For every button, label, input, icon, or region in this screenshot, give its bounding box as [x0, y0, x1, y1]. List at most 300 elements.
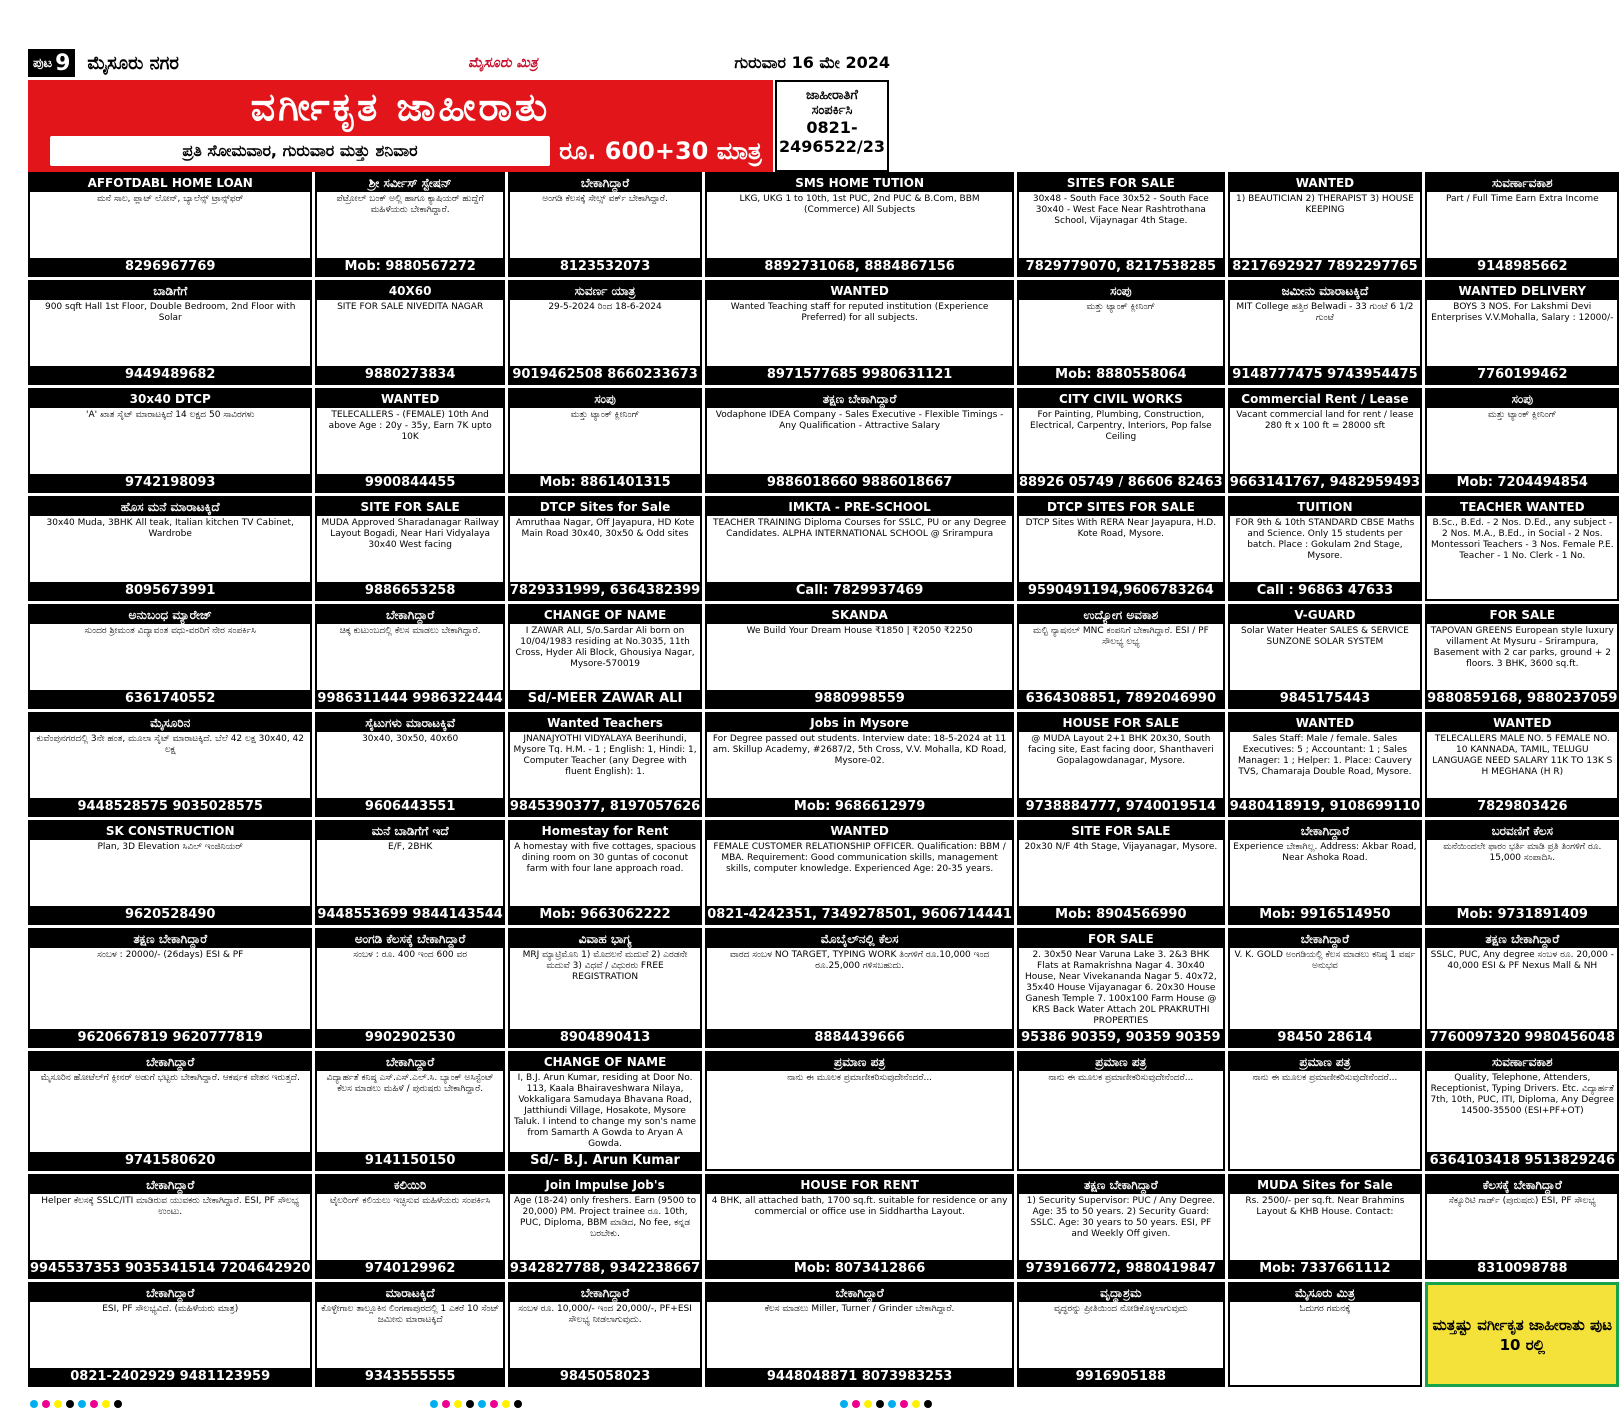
ad-body: ವೃದ್ಧರನ್ನು ಪ್ರೀತಿಯಿಂದ ನೋಡಿಕೊಳ್ಳಲಾಗುವುದು	[1054, 1304, 1188, 1314]
ad-body: 900 sqft Hall 1st Floor, Double Bedroom, 2nd Floor with Solar	[44, 302, 296, 323]
ad-body: ವಾರದ ಸಂಬಳ NO TARGET, TYPING WORK ತಿಂಗಳಿಗೆ ರೂ.10,000 ಇಂದ ರೂ.25,000 ಗಳಿಸಬಹುದು.	[729, 950, 990, 971]
ad-phone: 8892731068, 8884867156	[707, 258, 1012, 275]
ad-heading: ಬೇಕಾಗಿದ್ದಾರೆ	[30, 1284, 310, 1302]
registration-dot	[900, 1400, 908, 1408]
ad-phone: Mob: 8880558064	[1019, 366, 1223, 383]
classified-ad	[508, 280, 702, 385]
print-registration-dots-2	[430, 1400, 522, 1410]
ad-body: Rs. 2500/- per sq.ft. Near Brahmins Layout & KHB House. Contact:	[1245, 1196, 1405, 1217]
ad-heading: TEACHER WANTED	[1427, 498, 1617, 516]
classified-ad	[28, 388, 312, 493]
ad-phone: 9019462508 8660233673	[510, 366, 700, 383]
ad-heading: SKANDA	[707, 606, 1012, 624]
ad-phone: Mob: 9731891409	[1427, 906, 1617, 923]
ad-phone: 9880859168, 9880237059	[1427, 691, 1618, 706]
classified-ad	[705, 820, 1014, 925]
print-registration-dots-3	[840, 1400, 932, 1410]
registration-dot	[490, 1400, 498, 1408]
city-name: ಮೈಸೂರು ನಗರ	[87, 52, 179, 74]
ad-body: B.Sc., B.Ed. - 2 Nos. D.Ed., any subject - 2 Nos. M.A., B.Ed., in Social - 2 Nos. Montessori Teachers - 3 Nos. Female P.E. Teacher - 1 No. Clerk - 1 No.	[1430, 518, 1614, 561]
ad-body: MIT College ಹತ್ತಿರ Belwadi - 33 ಗುಂಟೆ 6 1/2 ಗುಂಟೆ	[1236, 302, 1414, 323]
ad-heading: ಪ್ರಮಾಣ ಪತ್ರ	[707, 1053, 1012, 1071]
ad-heading: AFFOTDABL HOME LOAN	[30, 174, 310, 192]
print-registration-dots-1	[30, 1400, 122, 1410]
classified-ad	[508, 928, 702, 1048]
ad-phone: 9620667819 9620777819	[30, 1029, 310, 1046]
classified-ad	[1017, 388, 1225, 493]
ad-heading: HOUSE FOR SALE	[1019, 714, 1223, 732]
ad-body: 2. 30x50 Near Varuna Lake 3. 2&3 BHK Flats at Ramakrishna Nagar 4. 30x40 House, Near Vivekananda Nagar 5. 40x72, 35x40 House Vijayanagar 6. 20x30 House Ganesh Temple 7. 100x100 Farm House @ KRS Back Water Attach 20L PRAKRUTHI PROPERTIES	[1024, 950, 1217, 1026]
ad-heading: WANTED	[1427, 714, 1617, 732]
ad-body: Helper ಕೆಲಸಕ್ಕೆ SSLC/ITI ಮಾಡಿರುವ ಯುವಕರು ಬೇಕಾಗಿದ್ದಾರೆ. ESI, PF ಸೌಲಭ್ಯ ಉಂಟು.	[41, 1196, 300, 1217]
ad-heading: MUDA Sites for Sale	[1230, 1176, 1420, 1194]
classified-ad	[508, 820, 702, 925]
ad-phone: 8971577685 9980631121	[707, 366, 1012, 383]
ad-heading: 30x40 DTCP	[30, 390, 310, 408]
ad-body: 29-5-2024 ರಿಂದ 18-6-2024	[548, 302, 662, 312]
ad-body: TELECALLERS MALE NO. 5 FEMALE NO. 10 KANNADA, TAMIL, TELUGU LANGUAGE NEED SALARY 11K TO 13K S H MEGHANA (H R)	[1432, 734, 1613, 777]
ad-heading: ವಿವಾಹ ಭಾಗ್ಯ	[510, 930, 700, 948]
ad-heading: ಬೇಕಾಗಿದ್ದಾರೆ	[707, 1284, 1012, 1302]
ad-body: 1) BEAUTICIAN 2) THERAPIST 3) HOUSE KEEPING	[1236, 194, 1414, 215]
registration-dot	[66, 1400, 74, 1408]
registration-dot	[54, 1400, 62, 1408]
classified-ad	[1017, 820, 1225, 925]
ad-body: ESI, PF ಸೌಲಭ್ಯವಿದೆ. (ಮಹಿಳೆಯರು ಮಾತ್ರ)	[102, 1304, 239, 1314]
classified-ad	[28, 820, 312, 925]
classified-ad	[705, 604, 1014, 709]
ad-body: 20x30 N/F 4th Stage, Vijayanagar, Mysore.	[1024, 842, 1218, 852]
classified-ad	[315, 172, 504, 277]
ad-heading: ಪ್ರಮಾಣ ಪತ್ರ	[1230, 1053, 1420, 1071]
issue-date: ಗುರುವಾರ 16 ಮೇ 2024	[734, 53, 890, 72]
classified-ad	[1425, 496, 1619, 601]
ad-body: ಮತ್ತು ಟ್ಯಾಂಕ್ ಕ್ಲೀನಿಂಗ್	[1487, 410, 1557, 420]
ad-heading: TUITION	[1230, 498, 1420, 516]
ad-body: TAPOVAN GREENS European style luxury villament At Mysuru - Srirampura, Basement with 2 car parks, ground + 2 floors. 3 BHK, 3600 sq.ft.	[1430, 626, 1614, 669]
ad-heading: ಬೇಕಾಗಿದ್ದಾರೆ	[1230, 930, 1420, 948]
ad-phone: 9741580620	[30, 1152, 310, 1169]
banner-title: ವರ್ಗೀಕೃತ ಜಾಹೀರಾತು	[250, 85, 551, 129]
ad-body: @ MUDA Layout 2+1 BHK 20x30, South facing site, East facing door, Shanthaveri Gopalagowdanagar, Mysore.	[1028, 734, 1214, 766]
ad-body: FOR 9th & 10th STANDARD CBSE Maths and Science. Only 15 students per batch. Place : Gokulam 2nd Stage, Mysore.	[1235, 518, 1415, 561]
ad-phone: 6364103418 9513829246	[1427, 1152, 1617, 1169]
classified-ad	[705, 280, 1014, 385]
classified-ad	[705, 1051, 1014, 1171]
ad-phone: 7760097320 9980456048	[1427, 1029, 1617, 1046]
registration-dot	[30, 1400, 38, 1408]
ad-body: For Degree passed out students. Interview date: 18-5-2024 at 11 am. Skillup Academy, #2687/2, 5th Cross, V.V. Mohalla, KD Road, Mysore-02.	[712, 734, 1007, 766]
ad-body: ಕೊಳ್ಳೇಗಾಲ ತಾಲ್ಲೂಕಿನ ಲಿಂಗಣಾಪುರದಲ್ಲಿ 1 ಎಕರೆ 10 ಸೆಂಟ್ ಜಮೀನು ಮಾರಾಟಕ್ಕಿದೆ	[321, 1304, 500, 1325]
ad-heading: ಸಂಪು	[1427, 390, 1617, 408]
ad-phone: Mob: 8861401315	[510, 474, 700, 491]
classified-ad	[508, 388, 702, 493]
classified-ad	[508, 1174, 702, 1279]
ad-heading: ಬೇಕಾಗಿದ್ದಾರೆ	[317, 606, 502, 624]
classified-ad	[1017, 1051, 1225, 1171]
ad-phone: 0821-4242351, 7349278501, 9606714441	[707, 907, 1012, 922]
ad-heading: 40X60	[317, 282, 502, 300]
ad-heading: ಬೇಕಾಗಿದ್ದಾರೆ	[317, 1053, 502, 1071]
classified-ad	[1228, 1282, 1422, 1387]
ad-heading: ವೃದ್ಧಾಶ್ರಮ	[1019, 1284, 1223, 1302]
ad-body: ಟೈಲರಿಂಗ್ ಕಲಿಯಲು ಇಚ್ಛಿಸುವ ಮಹಿಳೆಯರು ಸಂಪರ್ಕಿಸಿ	[330, 1196, 491, 1206]
ad-body: DTCP Sites With RERA Near Jayapura, H.D. Kote Road, Mysore.	[1025, 518, 1217, 539]
classified-ad	[1228, 496, 1422, 601]
ad-phone: 9880273834	[317, 366, 502, 383]
classified-ad	[1228, 820, 1422, 925]
ad-heading: ಸುವರ್ಣಾವಕಾಶ	[1427, 174, 1617, 192]
ad-heading: ಸಂಪು	[510, 390, 700, 408]
classified-ad	[1425, 172, 1619, 277]
ad-heading: ಮೊಬೈಲ್‌ನಲ್ಲಿ ಕೆಲಸ	[707, 930, 1012, 948]
ad-phone: 9148985662	[1427, 258, 1617, 275]
classified-ad	[1425, 1282, 1619, 1387]
classified-ad	[28, 280, 312, 385]
ad-phone: 8296967769	[30, 258, 310, 275]
contact-line-1: ಜಾಹೀರಾತಿಗೆ	[806, 88, 858, 103]
classified-ad	[1228, 712, 1422, 817]
ad-heading: CHANGE OF NAME	[510, 606, 700, 624]
ad-heading: CITY CIVIL WORKS	[1019, 390, 1223, 408]
classified-ad	[1228, 388, 1422, 493]
ad-heading: SITE FOR SALE	[1019, 822, 1223, 840]
classified-ad	[705, 1282, 1014, 1387]
page-header	[28, 48, 890, 78]
registration-dot	[876, 1400, 884, 1408]
ad-heading: WANTED	[317, 390, 502, 408]
ad-phone: Mob: 9916514950	[1230, 906, 1420, 923]
classified-ad	[1228, 1174, 1422, 1279]
classified-ad	[1228, 928, 1422, 1048]
ad-heading: DTCP Sites for Sale	[510, 498, 700, 516]
ad-heading: ಮೈಸೂರಿನ	[30, 714, 310, 732]
ad-body: FEMALE CUSTOMER RELATIONSHIP OFFICER. Qualification: BBM / MBA. Requirement: Good communication skills, management skills, computer knowledge. Experienced Age: 20-35 years.	[713, 842, 1006, 874]
classified-ad	[508, 1282, 702, 1387]
ad-body: TELECALLERS - (FEMALE) 10th And above Age : 20y - 35y, Earn 7K upto 10K	[328, 410, 492, 442]
classified-ad	[705, 388, 1014, 493]
classified-ad	[315, 712, 504, 817]
ad-heading: ಸುವರ್ಣಾವಕಾಶ	[1427, 1053, 1617, 1071]
classified-ad	[1017, 604, 1225, 709]
newspaper-logo: ಮೈಸೂರು ಮಿತ್ರ	[468, 55, 538, 71]
ad-heading: ಕಲಿಯಿರಿ	[317, 1176, 502, 1194]
classified-ad	[1425, 280, 1619, 385]
ad-heading: ಕೆಲಸಕ್ಕೆ ಬೇಕಾಗಿದ್ದಾರೆ	[1427, 1176, 1617, 1194]
ad-heading: ಬೇಕಾಗಿದ್ದಾರೆ	[1230, 822, 1420, 840]
ad-phone: 9886653258	[317, 582, 502, 599]
contact-line-4: 2496522/23	[778, 137, 886, 156]
ad-contact-box	[775, 80, 889, 172]
classifieds-banner	[28, 80, 773, 172]
ad-phone: Sd/-MEER ZAWAR ALI	[510, 690, 700, 707]
ad-body: 30x40, 30x50, 40x60	[362, 734, 459, 744]
classified-ad	[508, 604, 702, 709]
ad-phone: 9738884777, 9740019514	[1019, 798, 1223, 815]
ad-body: Solar Water Heater SALES & SERVICE SUNZONE SOLAR SYSTEM	[1241, 626, 1409, 647]
ad-body: Vodaphone IDEA Company - Sales Executive - Flexible Timings - Any Qualification - Attractive Salary	[715, 410, 1004, 431]
ad-heading: ಮಾರಾಟಕ್ಕಿದೆ	[317, 1284, 502, 1302]
ad-body: I, B.J. Arun Kumar, residing at Door No. 113, Kaala Bhairaveshwara Nilaya, Vokkaligara Samudaya Bhavana Road, Jatthiundi Village, Hosakote, Mysore Taluk. I intend to change my son's name from Samarth A Gowda to Aryan A Gowda.	[514, 1073, 697, 1149]
classified-ad	[1228, 1051, 1422, 1171]
contact-line-3: 0821-	[806, 118, 858, 137]
ad-body: LKG, UKG 1 to 10th, 1st PUC, 2nd PUC & B.Com, BBM (Commerce) All Subjects	[739, 194, 980, 215]
ad-body: ಮನೆ ಸಾಲ, ಪ್ಲಾಟ್ ಲೋನ್, ಬ್ಯಾಲೆನ್ಸ್ ಟ್ರಾನ್ಸ್‌ಫರ್	[97, 194, 244, 204]
ad-heading: WANTED	[707, 822, 1012, 840]
classified-ad	[1017, 172, 1225, 277]
classified-ad	[705, 928, 1014, 1048]
ad-heading: ಉದ್ಯೋಗ ಅವಕಾಶ	[1019, 606, 1223, 624]
classified-ad	[28, 712, 312, 817]
classified-ad	[1425, 604, 1619, 709]
classified-ad	[315, 1174, 504, 1279]
registration-dot	[912, 1400, 920, 1408]
ad-phone: Sd/- B.J. Arun Kumar	[510, 1152, 700, 1169]
ad-phone: 9845390377, 8197057626	[509, 799, 701, 814]
ad-body: ಸಂಬಳ : ರೂ. 400 ಇಂದ 600 ವರ	[353, 950, 468, 960]
ad-phone: 8884439666	[707, 1029, 1012, 1046]
ad-body: 1) Security Supervisor: PUC / Any Degree. Age: 35 to 50 years. 2) Security Guard: SSLC. Age: 30 years to 50 years. ESI, PF and Weekly Off given.	[1026, 1196, 1216, 1239]
registration-dot	[840, 1400, 848, 1408]
classified-ad	[315, 928, 504, 1048]
ad-body: ಸುಂದರ ಶ್ರೀಮಂತ ವಿದ್ಯಾವಂತ ವಧು-ವರರಿಗೆ ನೇರ ಸಂಪರ್ಕಿಸಿ	[84, 626, 256, 636]
ad-heading: SITES FOR SALE	[1019, 174, 1223, 192]
ad-heading: DTCP SITES FOR SALE	[1019, 498, 1223, 516]
ad-phone: 9342827788, 9342238667	[509, 1261, 701, 1276]
ad-body: ಮತ್ತಷ್ಟು ವರ್ಗೀಕೃತ ಜಾಹೀರಾತು ಪುಟ 10 ರಲ್ಲಿ	[1428, 1285, 1616, 1384]
ad-heading: ಶ್ರೀ ಸರ್ವೀಸ್ ಸ್ಟೇಷನ್	[317, 174, 502, 192]
ad-heading: ಮನೆ ಬಾಡಿಗೆಗೆ ಇದೆ	[317, 822, 502, 840]
registration-dot	[466, 1400, 474, 1408]
ad-heading: ಜಮೀನು ಮಾರಾಟಕ್ಕಿದೆ	[1230, 282, 1420, 300]
ad-heading: ಬರವಣಿಗೆ ಕೆಲಸ	[1427, 822, 1617, 840]
ad-phone: 9845175443	[1230, 690, 1420, 707]
contact-line-2: ಸಂಪರ್ಕಿಸಿ	[811, 103, 853, 118]
ad-phone: 8904890413	[510, 1029, 700, 1046]
ad-body: Age (18-24) only freshers. Earn (9500 to 20,000) PM. Project trainee ರೂ. 10th, PUC, Diploma, BBM ಮಾಡಿದ, No fee, ಕನ್ನಡ ಬರಬೇಕು.	[514, 1196, 697, 1239]
ad-body: Amruthaa Nagar, Off Jayapura, HD Kote Main Road 30x40, 30x50 & Odd sites	[515, 518, 695, 539]
ad-body: ಮೈಸೂರಿನ ಹೋಟೆಲ್‌ಗೆ ಕ್ಲೀನರ್ ಅಡುಗೆ ಭಟ್ಟರು ಬೇಕಾಗಿದ್ದಾರೆ. ಆಕರ್ಷಕ ವೇತನ ಇರುತ್ತದೆ.	[40, 1073, 300, 1083]
classified-ad	[1228, 280, 1422, 385]
ad-heading: WANTED	[1230, 174, 1420, 192]
ad-heading: ತಕ್ಷಣ ಬೇಕಾಗಿದ್ದಾರೆ	[1427, 930, 1617, 948]
ad-body: ಕೆಲಸ ಮಾಡಲು Miller, Turner / Grinder ಬೇಕಾಗಿದ್ದಾರೆ.	[764, 1304, 955, 1314]
ad-heading: ಅನುಬಂಧ ಮ್ಯಾರೇಜ್	[30, 606, 310, 624]
ad-heading: HOUSE FOR RENT	[707, 1176, 1012, 1194]
classified-ad	[1017, 496, 1225, 601]
ad-heading: Wanted Teachers	[510, 714, 700, 732]
ad-body: Part / Full Time Earn Extra Income	[1445, 194, 1599, 204]
classified-ad	[508, 496, 702, 601]
ad-phone: Mob: 9880567272	[317, 258, 502, 275]
ad-phone: 9986311444 9986322444	[317, 691, 503, 706]
classified-ad	[315, 280, 504, 385]
ad-body: ಸೆಕ್ಯೂರಿಟಿ ಗಾರ್ಡ್ (ಪುರುಷರು) ESI, PF ಸೌಲಭ್ಯ	[1448, 1196, 1596, 1206]
ad-heading: ಸೈಟುಗಳು ಮಾರಾಟಕ್ಕಿವೆ	[317, 714, 502, 732]
registration-dot	[102, 1400, 110, 1408]
ad-heading: WANTED DELIVERY	[1427, 282, 1617, 300]
ad-heading: Join Impulse Job's	[510, 1176, 700, 1194]
ad-heading: ಬಾಡಿಗೆಗೆ	[30, 282, 310, 300]
ad-phone: 8310098788	[1427, 1260, 1617, 1277]
ad-heading: ತಕ್ಷಣ ಬೇಕಾಗಿದ್ದಾರೆ	[707, 390, 1012, 408]
ad-body: ಸಂಬಳ ರೂ. 10,000/- ಇಂದ 20,000/-, PF+ESI ಸೌಲಭ್ಯ ನೀಡಲಾಗುವುದು.	[518, 1304, 692, 1325]
ad-phone: 9449489682	[30, 366, 310, 383]
registration-dot	[114, 1400, 122, 1408]
page-number-badge	[28, 49, 75, 77]
ad-heading: SMS HOME TUTION	[707, 174, 1012, 192]
ad-body: ನಾನು ಈ ಮೂಲಕ ಪ್ರಮಾಣೀಕರಿಸುವುದೇನೆಂದರೆ...	[787, 1073, 933, 1083]
ad-heading: ಸಂಪು	[1019, 282, 1223, 300]
classified-ad	[1425, 928, 1619, 1048]
classified-ad	[315, 820, 504, 925]
ad-body: ಮತ್ತು ಟ್ಯಾಂಕ್ ಕ್ಲೀನಿಂಗ್	[1086, 302, 1156, 312]
ad-heading: Homestay for Rent	[510, 822, 700, 840]
ad-phone: Mob: 7204494854	[1427, 474, 1617, 491]
ad-phone: 8095673991	[30, 582, 310, 599]
registration-dot	[430, 1400, 438, 1408]
ad-phone: 7760199462	[1427, 366, 1617, 383]
registration-dot	[90, 1400, 98, 1408]
registration-dot	[442, 1400, 450, 1408]
classified-ad	[1228, 604, 1422, 709]
ad-phone: 9880998559	[707, 690, 1012, 707]
page-label: ಪುಟ	[33, 55, 53, 71]
ad-phone: Mob: 7337661112	[1230, 1260, 1420, 1277]
ad-body: MRJ ಮ್ಯಾಟ್ರಿಮೊನಿ 1) ಮೊದಲನೆ ಮದುವೆ 2) ಎರಡನೇ ಮದುವೆ 3) ವಿಧವೆ / ವಿಧುರರು FREE REGISTRATION	[522, 950, 688, 982]
ad-phone: 9448553699 9844143544	[317, 907, 503, 922]
classified-ad	[28, 1282, 312, 1387]
ad-heading: ಅಂಗಡಿ ಕೆಲಸಕ್ಕೆ ಬೇಕಾಗಿದ್ದಾರೆ	[317, 930, 502, 948]
ad-body: JNANAJYOTHI VIDYALAYA Beerihundi, Mysore Tq. H.M. - 1 ; English: 1, Hindi: 1, Computer Teacher (any Degree with fluent English): 1.	[513, 734, 697, 777]
ad-phone: 9900844455	[317, 474, 502, 491]
classified-ad	[28, 928, 312, 1048]
ad-heading: ಬೇಕಾಗಿದ್ದಾರೆ	[510, 174, 700, 192]
ad-phone: 9663141767, 9482959493	[1229, 475, 1421, 490]
ad-body: Plan, 3D Elevation ಸಿವಿಲ್ ಇಂಜಿನಿಯರ್	[97, 842, 243, 852]
ad-body: 30x40 Muda, 3BHK All teak, Italian kitchen TV Cabinet, Wardrobe	[46, 518, 294, 539]
ad-body: I ZAWAR ALI, S/o.Sardar Ali born on 10/04/1983 residing at No.3035, 11th Cross, Hyder Ali Block, Ghousiya Nagar, Mysore-570019	[515, 626, 695, 669]
classified-ad	[28, 172, 312, 277]
ad-heading: ತಕ್ಷಣ ಬೇಕಾಗಿದ್ದಾರೆ	[30, 930, 310, 948]
classified-ad	[1017, 1174, 1225, 1279]
ad-phone: 9448048871 8073983253	[707, 1368, 1012, 1385]
ad-heading: ಹೊಸ ಮನೆ ಮಾರಾಟಕ್ಕಿದೆ	[30, 498, 310, 516]
ad-body: 'A' ಖಾತ ಸೈಟ್ ಮಾರಾಟಕ್ಕಿದೆ 14 ಲಕ್ಷದ 50 ಸಾವಿರಗಳು	[85, 410, 255, 420]
ad-phone: Mob: 9663062222	[510, 906, 700, 923]
ad-phone: 9886018660 9886018667	[707, 474, 1012, 491]
ad-heading: ತಕ್ಷಣ ಬೇಕಾಗಿದ್ದಾರೆ	[1019, 1176, 1223, 1194]
banner-subtitle: ಪ್ರತಿ ಸೋಮವಾರ, ಗುರುವಾರ ಮತ್ತು ಶನಿವಾರ	[50, 136, 550, 166]
ad-body: Quality, Telephone, Attenders, Receptionist, Typing Drivers. Etc. ವಿದ್ಯಾರ್ಹತೆ 7th, 10th, PUC, ITI, Diploma, Any Degree 14500-35500 (ESI+PF+OT)	[1430, 1073, 1615, 1116]
classified-ads-grid	[28, 172, 1618, 1387]
ad-heading: SK CONSTRUCTION	[30, 822, 310, 840]
registration-dot	[42, 1400, 50, 1408]
ad-body: ಮತ್ತು ಟ್ಯಾಂಕ್ ಕ್ಲೀನಿಂಗ್	[570, 410, 640, 420]
ad-phone: 9740129962	[317, 1260, 502, 1277]
ad-phone: 9343555555	[317, 1368, 502, 1385]
ad-phone: 9945537353 9035341514 7204642920	[30, 1261, 311, 1276]
ad-body: TEACHER TRAINING Diploma Courses for SSLC, PU or any Degree Candidates. ALPHA INTERNATIONAL SCHOOL @ Srirampura	[712, 518, 1007, 539]
classified-ad	[1425, 820, 1619, 925]
ad-phone: 7829803426	[1427, 798, 1617, 815]
ad-phone: Mob: 8073412866	[707, 1260, 1012, 1277]
ad-body: ಕುವೆಂಪುನಗರದಲ್ಲಿ 3ನೇ ಹಂತ, ಮೂಲಾ ಸೈಟ್ ಮಾರಾಟಕ್ಕಿದೆ. ಬೆಲೆ 42 ಲಕ್ಷ 30x40, 42 ಲಕ್ಷ	[36, 734, 304, 755]
page-number: 9	[55, 50, 71, 76]
classified-ad	[1425, 712, 1619, 817]
ad-heading: FOR SALE	[1019, 930, 1223, 948]
ad-phone: 6364308851, 7892046990	[1019, 690, 1223, 707]
ad-body: ಮನೆಯಿಂದಲೇ ಫಾರಂ ಭರ್ತಿ ಮಾಡಿ ಪ್ರತಿ ತಿಂಗಳಿಗೆ ರೂ. 15,000 ಸಂಪಾದಿಸಿ.	[1443, 842, 1602, 863]
ad-heading: ಪ್ರಮಾಣ ಪತ್ರ	[1019, 1053, 1223, 1071]
classified-ad	[1017, 280, 1225, 385]
ad-heading: WANTED	[1230, 714, 1420, 732]
ad-heading: ಬೇಕಾಗಿದ್ದಾರೆ	[30, 1176, 310, 1194]
ad-phone: 9845058023	[510, 1368, 700, 1385]
ad-body: 4 BHK, all attached bath, 1700 sq.ft. suitable for residence or any commercial or office use in Siddhartha Layout.	[711, 1196, 1008, 1217]
registration-dot	[78, 1400, 86, 1408]
registration-dot	[888, 1400, 896, 1408]
ad-heading: IMKTA - PRE-SCHOOL	[707, 498, 1012, 516]
ad-body: A homestay with five cottages, spacious dining room on 30 guntas of coconut farm with four lane approach road.	[514, 842, 696, 874]
ad-body: We Build Your Dream House ₹1850 | ₹2050 ₹2250	[746, 626, 973, 636]
ad-body: Sales Staff: Male / female. Sales Executives: 5 ; Accountant: 1 ; Sales Manager: 1 ; Helper: 1. Place: Cauvery TVS, Chamaraja Double Road, Mysore.	[1238, 734, 1412, 777]
ad-heading: ಸುವರ್ಣ ಯಾತ್ರ	[510, 282, 700, 300]
ad-body: MUDA Approved Sharadanagar Railway Layout Bogadi, Near Hari Vidyalaya 30x40 West facing	[321, 518, 499, 550]
ad-body: ಓದುಗರ ಗಮನಕ್ಕೆ	[1299, 1304, 1351, 1314]
ad-heading: WANTED	[707, 282, 1012, 300]
classified-ad	[28, 1174, 312, 1279]
ad-heading: ಮೈಸೂರು ಮಿತ್ರ	[1230, 1284, 1420, 1302]
ad-phone: 88926 05749 / 86606 82463	[1018, 475, 1223, 490]
ad-body: Experience ಬೇಕಾಗಿಲ್ಲ. Address: Akbar Road, Near Ashoka Road.	[1233, 842, 1417, 863]
registration-dot	[514, 1400, 522, 1408]
classified-ad	[508, 712, 702, 817]
ad-body: E/F, 2BHK	[388, 842, 433, 852]
ad-body: Vacant commercial land for rent / lease 280 ft x 100 ft = 28000 sft	[1236, 410, 1414, 431]
ad-body: ನಾನು ಈ ಮೂಲಕ ಪ್ರಮಾಣೀಕರಿಸುವುದೇನೆಂದರೆ...	[1252, 1073, 1398, 1083]
classified-ad	[28, 1051, 312, 1171]
ad-body: ಮಲ್ಟಿ ನ್ಯಾಷನಲ್ MNC ಕಂಪನಿಗೆ ಬೇಕಾಗಿದ್ದಾರೆ. ESI / PF ಸೌಲಭ್ಯ ಲಭ್ಯ	[1032, 626, 1209, 647]
registration-dot	[478, 1400, 486, 1408]
registration-dot	[852, 1400, 860, 1408]
classified-ad	[1017, 1282, 1225, 1387]
ad-body: ಪೆಟ್ರೋಲ್ ಬಂಕ್ ಅಲ್ಲಿ ಹಾಗೂ ಕ್ಯಾಷಿಯರ್ ಹುದ್ದೆಗೆ ಮಹಿಳೆಯರು ಬೇಕಾಗಿದ್ದಾರೆ.	[336, 194, 484, 215]
ad-body: Wanted Teaching staff for reputed institution (Experience Preferred) for all subjects.	[730, 302, 989, 323]
ad-body: V. K. GOLD ಅಂಗಡಿಯಲ್ಲಿ ಕೆಲಸ ಮಾಡಲು ಕನಿಷ್ಠ 1 ವರ್ಷ ಅನುಭವ	[1234, 950, 1416, 971]
ad-phone: 9902902530	[317, 1029, 502, 1046]
ad-phone: 9606443551	[317, 798, 502, 815]
ad-heading: Commercial Rent / Lease	[1230, 390, 1420, 408]
classified-ad	[705, 496, 1014, 601]
ad-phone: 7829779070, 8217538285	[1019, 258, 1223, 275]
classified-ad	[1425, 1174, 1619, 1279]
ad-phone: 6361740552	[30, 690, 310, 707]
ad-body: SSLC, PUC, Any degree ಸಂಬಳ ರೂ. 20,000 - 40,000 ESI & PF Nexus Mall & NH	[1430, 950, 1614, 971]
ad-phone: 9620528490	[30, 906, 310, 923]
classified-ad	[1228, 172, 1422, 277]
ad-body: ಚಿಕ್ಕ ಕುಟುಂಬದಲ್ಲಿ ಕೆಲಸ ಮಾಡಲು ಬೇಕಾಗಿದ್ದಾರೆ.	[339, 626, 481, 636]
ad-phone: 98450 28614	[1230, 1029, 1420, 1046]
ad-body: BOYS 3 NOS. For Lakshmi Devi Enterprises V.V.Mohalla, Salary : 12000/-	[1431, 302, 1614, 323]
ad-heading: ಬೇಕಾಗಿದ್ದಾರೆ	[510, 1284, 700, 1302]
ad-phone: 9739166772, 9880419847	[1019, 1260, 1223, 1277]
ad-phone: 9148777475 9743954475	[1230, 366, 1420, 383]
ad-phone: 9141150150	[317, 1152, 502, 1169]
registration-dot	[454, 1400, 462, 1408]
registration-dot	[502, 1400, 510, 1408]
classified-ad	[315, 1051, 504, 1171]
